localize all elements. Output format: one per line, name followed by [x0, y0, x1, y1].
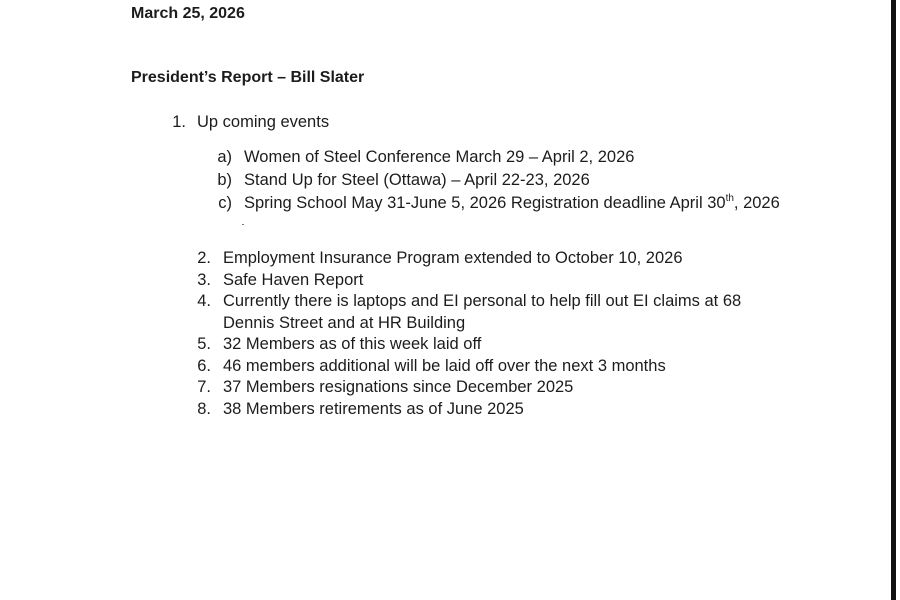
sub-item-a — [0, 147, 880, 167]
list-item-text: 32 Members as of this week laid off — [223, 335, 482, 353]
list-item-number: 2. — [197, 249, 211, 267]
sub-item-text-tail: , 2026 — [733, 194, 780, 212]
list-item-1 — [0, 112, 880, 132]
list-item-number: 7. — [197, 378, 211, 396]
list-item-7 — [0, 377, 880, 397]
list-item-number: 4. — [197, 292, 211, 310]
list-item-3 — [0, 270, 880, 290]
sub-item-text — [244, 193, 780, 213]
list-item-number: 1. — [172, 113, 186, 131]
scan-speck — [242, 224, 244, 225]
sub-item-letter: a) — [217, 148, 232, 166]
sub-item-b — [0, 170, 880, 190]
list-item-text: 46 members additional will be laid off over the next 3 months — [223, 357, 666, 375]
list-item-6 — [0, 356, 880, 376]
list-item-5 — [0, 334, 880, 354]
sub-item-text-main: Spring School May 31-June 5, 2026 Registration deadline April 30 — [244, 194, 726, 212]
ordinal-suffix: th — [725, 193, 734, 204]
sub-item-text: Women of Steel Conference March 29 – April 2, 2026 — [244, 148, 635, 166]
scan-edge-border — [891, 0, 896, 600]
list-item-text: Safe Haven Report — [223, 271, 364, 289]
sub-item-letter: b) — [217, 171, 232, 189]
list-item-4 — [0, 291, 880, 333]
list-item-number: 3. — [197, 271, 211, 289]
section-title: President’s Report – Bill Slater — [131, 69, 365, 86]
sub-item-text: Stand Up for Steel (Ottawa) – April 22-23, 2026 — [244, 171, 590, 189]
sub-item-c — [0, 193, 880, 213]
list-item-number: 5. — [197, 335, 211, 353]
list-item-text-continued: Dennis Street and at HR Building — [223, 314, 466, 332]
list-item-text: Employment Insurance Program extended to October 10, 2026 — [223, 249, 683, 267]
list-item-8 — [0, 399, 880, 419]
list-item-number: 8. — [197, 400, 211, 418]
document-date: March 25, 2026 — [131, 5, 245, 22]
list-item-number: 6. — [197, 357, 211, 375]
list-item-text: 37 Members resignations since December 2025 — [223, 378, 574, 396]
list-item-text: Currently there is laptops and EI personal to help fill out EI claims at 68 — [223, 292, 742, 310]
list-item-2 — [0, 248, 880, 268]
list-item-text: Up coming events — [197, 113, 330, 131]
list-item-text: 38 Members retirements as of June 2025 — [223, 400, 524, 418]
sub-item-letter: c) — [218, 194, 232, 212]
